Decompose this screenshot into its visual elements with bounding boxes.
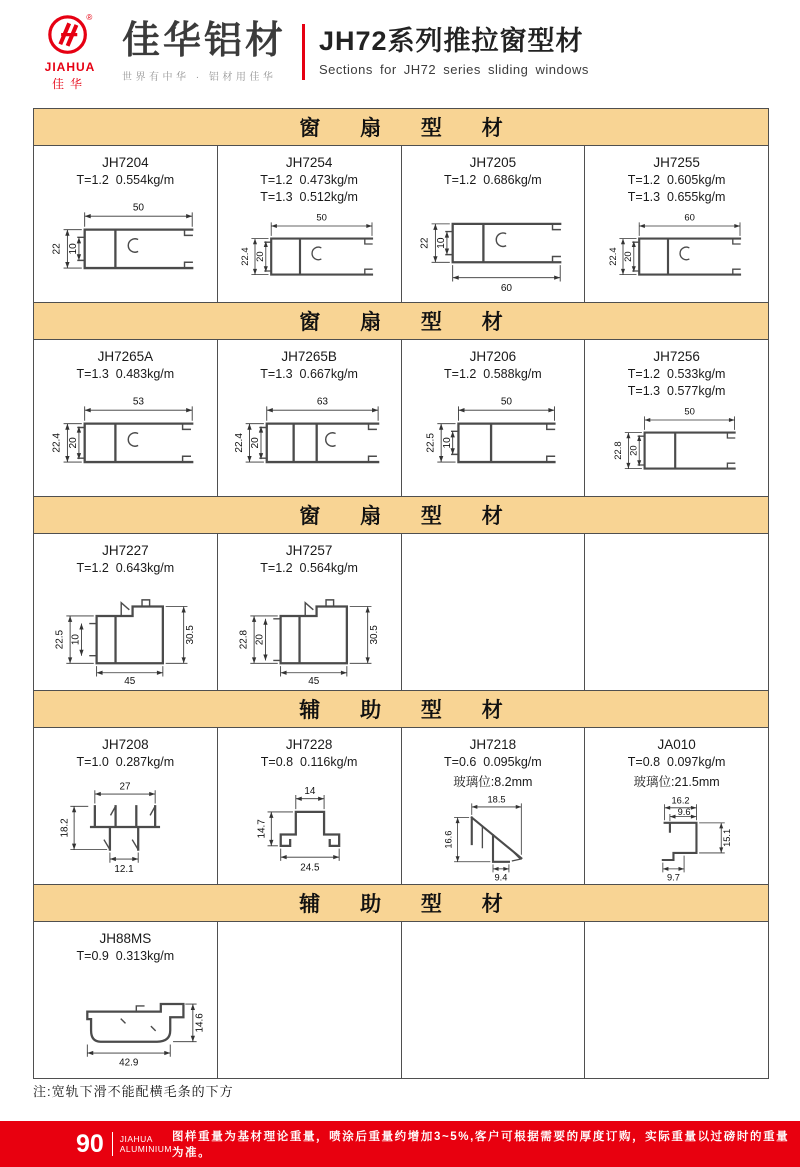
section-sash-1 xyxy=(34,109,768,302)
profile-drawing-jh7227 xyxy=(37,580,213,686)
svg-text:20: 20 xyxy=(68,436,80,448)
profile-spec: T=1.2 0.533kg/m xyxy=(627,367,726,381)
profile-cell-jh7218 xyxy=(402,728,586,884)
footer-divider xyxy=(112,1132,113,1156)
section-title: 窗 扇 型 材 xyxy=(34,496,768,534)
profile-drawing-jh7204 xyxy=(37,197,213,293)
svg-text:60: 60 xyxy=(500,282,512,293)
svg-text:27: 27 xyxy=(119,780,131,792)
profile-cell-jh7206 xyxy=(402,340,586,496)
profile-cell-ja010 xyxy=(585,728,768,884)
empty-cell xyxy=(585,922,768,1078)
page-header xyxy=(24,10,780,94)
profile-drawing-jh7208 xyxy=(37,778,213,876)
svg-text:22.8: 22.8 xyxy=(612,441,624,460)
footer-brand xyxy=(120,1134,172,1154)
svg-text:22.5: 22.5 xyxy=(425,432,437,453)
page-title: JH72系列推拉窗型材 xyxy=(319,26,584,57)
profile-drawing-jh88ms xyxy=(37,972,213,1070)
profile-spec: T=1.2 0.686kg/m xyxy=(444,173,542,187)
profile-cell-jh7257 xyxy=(218,534,402,690)
profile-code: JH7206 xyxy=(469,349,517,364)
svg-text:30.5: 30.5 xyxy=(185,624,197,645)
profile-drawing-jh7256 xyxy=(589,402,765,492)
company-logo xyxy=(24,12,116,92)
svg-text:18.5: 18.5 xyxy=(487,794,506,805)
svg-text:20: 20 xyxy=(628,445,640,456)
svg-text:22.4: 22.4 xyxy=(607,247,619,266)
section-title: 辅 助 型 材 xyxy=(34,884,768,922)
profile-cell-jh7228 xyxy=(218,728,402,884)
company-name: 佳华铝材 xyxy=(122,19,287,62)
profile-drawing-jh7255 xyxy=(589,208,765,298)
svg-text:10: 10 xyxy=(435,236,447,249)
svg-text:14: 14 xyxy=(304,785,316,797)
profile-code: JH7227 xyxy=(102,543,149,558)
profile-cell-jh7255 xyxy=(585,146,768,302)
svg-text:14.7: 14.7 xyxy=(256,818,268,839)
svg-text:53: 53 xyxy=(133,395,145,407)
company-tagline: 世界有中华 · 铝材用佳华 xyxy=(122,71,277,83)
svg-text:22.4: 22.4 xyxy=(52,432,64,453)
page-number: 90 xyxy=(76,1129,104,1158)
svg-text:20: 20 xyxy=(255,251,267,262)
profile-spec: T=0.6 0.095kg/m xyxy=(444,755,542,769)
empty-cell xyxy=(218,922,402,1078)
profile-code: JH7205 xyxy=(469,155,517,170)
profile-drawing-jh7254 xyxy=(221,208,397,298)
table-row xyxy=(34,922,768,1078)
profile-code: JH7204 xyxy=(102,155,149,170)
svg-text:20: 20 xyxy=(622,251,634,262)
profile-spec: T=1.2 0.473kg/m xyxy=(260,173,358,187)
empty-cell xyxy=(585,534,768,690)
header-divider xyxy=(302,24,305,80)
table-row xyxy=(34,146,768,302)
profile-spec: T=1.3 0.483kg/m xyxy=(76,367,175,381)
profile-spec: T=1.3 0.577kg/m xyxy=(627,384,726,398)
svg-text:22.8: 22.8 xyxy=(238,629,250,649)
svg-text:15.1: 15.1 xyxy=(721,828,732,847)
profile-code: JH7254 xyxy=(285,155,333,170)
profile-spec: 玻璃位:21.5mm xyxy=(633,775,720,789)
profile-spec: 玻璃位:8.2mm xyxy=(453,775,533,789)
footer-brand-line1: JIAHUA xyxy=(119,1133,153,1144)
svg-text:10: 10 xyxy=(441,436,453,448)
svg-text:20: 20 xyxy=(250,436,262,448)
profile-spec: T=1.3 0.667kg/m xyxy=(260,367,358,381)
profile-catalog-table xyxy=(33,108,769,1079)
profile-code: JH7255 xyxy=(653,155,700,170)
table-row xyxy=(34,340,768,496)
svg-text:24.5: 24.5 xyxy=(300,861,320,873)
svg-text:45: 45 xyxy=(308,675,320,686)
svg-text:50: 50 xyxy=(683,406,695,418)
table-row xyxy=(34,534,768,690)
profile-spec: T=0.8 0.116kg/m xyxy=(260,755,358,769)
svg-text:12.1: 12.1 xyxy=(114,863,135,875)
section-title: 辅 助 型 材 xyxy=(34,690,768,728)
logo-text-cn: 佳华 xyxy=(51,77,88,91)
profile-drawing-jh7265b xyxy=(221,391,397,487)
empty-cell xyxy=(402,922,586,1078)
company-block xyxy=(122,19,287,83)
profile-spec: T=1.2 0.605kg/m xyxy=(627,173,726,187)
page-subtitle: Sections for JH72 series sliding windows xyxy=(319,61,589,77)
svg-text:50: 50 xyxy=(133,201,145,213)
profile-code: JH7257 xyxy=(285,543,333,558)
svg-text:63: 63 xyxy=(316,395,329,407)
svg-text:9.7: 9.7 xyxy=(666,872,680,883)
profile-drawing-jh7228 xyxy=(221,778,397,876)
svg-text:45: 45 xyxy=(124,675,136,686)
profile-drawing-jh7206 xyxy=(405,391,581,487)
profile-code: JH7208 xyxy=(102,737,149,752)
profile-drawing-jh7218 xyxy=(405,791,581,883)
profile-cell-jh7208 xyxy=(34,728,218,884)
profile-drawing-jh7265a xyxy=(37,391,213,487)
profile-cell-jh7254 xyxy=(218,146,402,302)
profile-spec: T=0.8 0.097kg/m xyxy=(627,755,726,769)
profile-spec: T=1.2 0.564kg/m xyxy=(260,561,358,575)
svg-text:22: 22 xyxy=(52,242,64,254)
profile-cell-jh7256 xyxy=(585,340,768,496)
svg-text:20: 20 xyxy=(254,633,266,645)
svg-text:10: 10 xyxy=(71,633,82,645)
profile-spec: T=1.0 0.287kg/m xyxy=(76,755,175,769)
svg-text:22.5: 22.5 xyxy=(54,629,66,649)
title-block xyxy=(319,27,589,77)
profile-cell-jh7265b xyxy=(218,340,402,496)
profile-cell-jh88ms xyxy=(34,922,218,1078)
profile-drawing-ja010 xyxy=(589,791,765,883)
profile-spec: T=1.3 0.655kg/m xyxy=(627,190,726,204)
profile-spec: T=1.3 0.512kg/m xyxy=(260,190,358,204)
svg-text:10: 10 xyxy=(68,242,80,254)
svg-text:®: ® xyxy=(86,13,93,23)
profile-cell-jh7205 xyxy=(402,146,586,302)
profile-code: JH7218 xyxy=(469,737,517,752)
section-title: 窗 扇 型 材 xyxy=(34,109,768,146)
profile-spec: T=1.2 0.643kg/m xyxy=(76,561,175,575)
footnote: 注:宽轨下滑不能配横毛条的下方 xyxy=(33,1084,234,1099)
section-title: 窗 扇 型 材 xyxy=(34,302,768,340)
svg-text:50: 50 xyxy=(500,395,512,407)
profile-spec: T=0.9 0.313kg/m xyxy=(76,949,175,963)
svg-text:22.4: 22.4 xyxy=(233,432,245,453)
svg-text:9.4: 9.4 xyxy=(494,872,508,883)
profile-cell-jh7265a xyxy=(34,340,218,496)
svg-text:22.4: 22.4 xyxy=(239,247,251,266)
profile-cell-jh7227 xyxy=(34,534,218,690)
profile-drawing-jh7257 xyxy=(221,580,397,686)
profile-code: JH7228 xyxy=(285,737,333,752)
profile-code: JA010 xyxy=(657,737,696,752)
profile-spec: T=1.2 0.588kg/m xyxy=(444,367,542,381)
svg-text:30.5: 30.5 xyxy=(369,624,381,645)
svg-text:22: 22 xyxy=(419,236,431,249)
svg-text:18.2: 18.2 xyxy=(59,817,71,838)
section-auxiliary-2 xyxy=(34,884,768,1078)
svg-text:14.6: 14.6 xyxy=(194,1012,206,1033)
empty-cell xyxy=(402,534,586,690)
svg-text:60: 60 xyxy=(683,212,695,224)
profile-cell-jh7204 xyxy=(34,146,218,302)
section-sash-2 xyxy=(34,302,768,496)
section-sash-3 xyxy=(34,496,768,690)
profile-code: JH7265B xyxy=(281,349,337,364)
svg-text:16.2: 16.2 xyxy=(671,795,690,806)
footer-brand-line2: ALUMINIUM xyxy=(119,1144,172,1154)
svg-text:50: 50 xyxy=(316,212,327,224)
table-row xyxy=(34,728,768,884)
footer-notice: 图样重量为基材理论重量，喷涂后重量约增加3~5%,客户可根据需要的厚度订购，实际重量以过磅时的重量为准。 xyxy=(171,1131,790,1159)
section-auxiliary-1 xyxy=(34,690,768,884)
profile-code: JH7256 xyxy=(653,349,700,364)
profile-spec: T=1.2 0.554kg/m xyxy=(76,173,175,187)
page-footer xyxy=(0,1121,800,1167)
jiahua-logo-icon xyxy=(44,12,96,62)
svg-text:16.6: 16.6 xyxy=(443,830,454,849)
profile-code: JH7265A xyxy=(97,349,154,364)
svg-text:42.9: 42.9 xyxy=(119,1056,139,1068)
profile-drawing-jh7205 xyxy=(405,197,581,293)
logo-text-en: JIAHUA xyxy=(44,60,96,74)
profile-code: JH88MS xyxy=(99,931,152,946)
svg-text:9.6: 9.6 xyxy=(677,806,691,817)
